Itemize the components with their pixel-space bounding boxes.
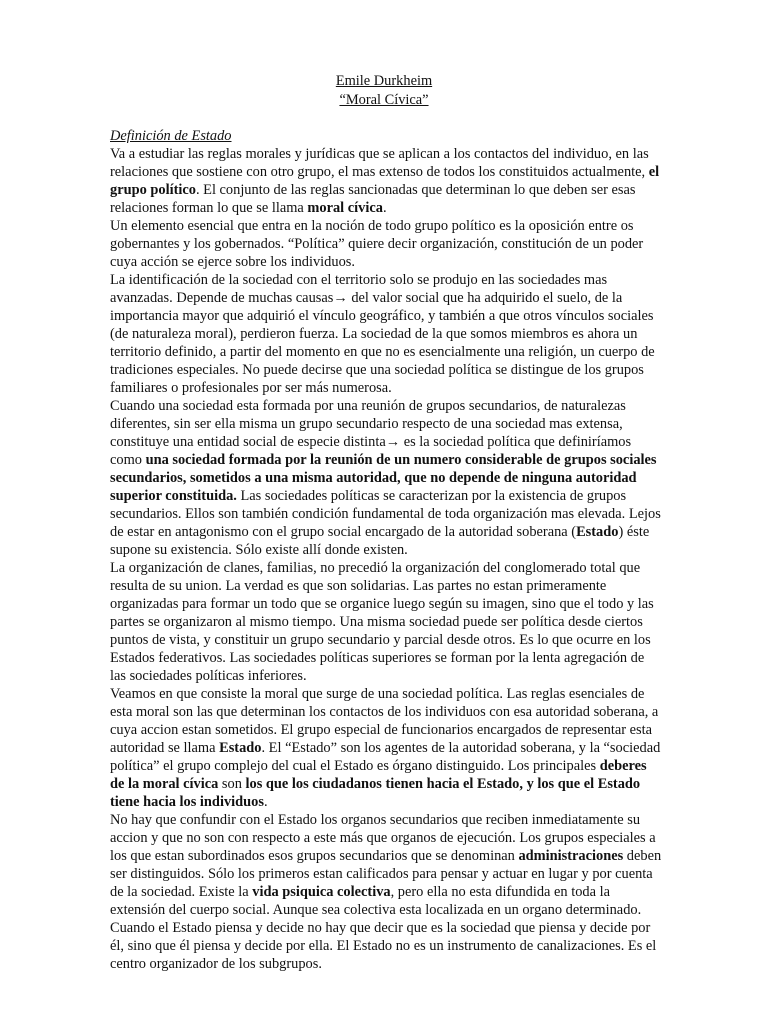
text-run: Va a estudiar las reglas morales y jurídicas que se aplican a los contactos del individuo, en las relaciones que sostiene con otro grupo, el mas extenso de todos los constituidos actualmente, [110,146,649,180]
text-run: La organización de clanes, familias, no precedió la organización del conglomerado total que resulta de su union. La verdad es que son solidarias. Las partes no estan primeramente organizadas para formar un todo que se organice luego según su imagen, sino que el todo y las partes se organizaron al mismo tiempo. Una misma sociedad puede ser política desde ciertos puntos de vista, y constituir un grupo secundario y parcial desde otros. Es lo que ocurre en los Estados federativos. Las sociedades políticas superiores se forman por la lenta agregación de las sociedades políticas inferiores. [110,560,654,684]
bold-phrase: el grupo político [110,164,660,198]
paragraph-7 [110,811,662,973]
paragraph-5 [110,559,662,685]
text-run: La identificación de la sociedad con el territorio solo se produjo en las sociedades mas avanzadas. Depende de muchas causas→ del valor social que ha adquirido el suelo, de la importancia mayor que adquirió el vínculo geográfico, y también a que otros vínculos sociales (de naturaleza moral), perdieron fuerza. La sociedad de la que somos miembros es ahora un territorio definido, a partir del momento en que no es esencialmente una religión, un cuerpo de tradiciones especiales. No puede decirse que una sociedad política se distingue de los grupos familiares o profesionales por ser más numerosa. [110,272,655,396]
text-run: . [382,200,387,216]
paragraph-6 [110,685,662,811]
text-run: ) éste supone su existencia. Sólo existe allí donde existen. [110,524,650,558]
paragraph-4 [110,397,662,559]
text-run: . El conjunto de las reglas sancionadas que determinan lo que deben ser esas relaciones forman lo que se llama [110,182,636,216]
bold-phrase: Estado [576,524,619,540]
text-run: No hay que confundir con el Estado los organos secundarios que reciben inmediatamente su accion y que no son con respecto a este más que organos de ejecución. Los grupos especiales a los que estan subordinados esos grupos secundarios que se denominan [110,812,656,864]
bold-phrase: Estado [219,740,262,756]
text-run: son [218,776,246,792]
section-heading: Definición de Estado [110,128,232,144]
text-run: Las sociedades políticas se caracterizan por la existencia de grupos secundarios. Ellos son también condición fundamental de toda organización mas elevada. Lejos de estar en antagonismo con el grupo social encargado de la autoridad soberana ( [110,488,661,540]
text-run: Veamos en que consiste la moral que surge de una sociedad política. Las reglas esenciales de esta moral son las que determinan los contactos de los individuos con esa autoridad soberana, a cuya accion estan sometidos. El grupo especial de funcionarios encargados de representar esta autoridad se llama [110,686,659,756]
bold-phrase: los que los ciudadanos tienen hacia el Estado, y los que el Estado tiene hacia los individuos [110,776,641,810]
text-run: . El “Estado” son los agentes de la autoridad soberana, y la “sociedad política” el grupo complejo del cual el Estado es órgano distinguido. Los principales [110,740,661,774]
text-run: deben ser distinguidos. Sólo los primeros estan calificados para pensar y actuar en lugar y por cuenta de la sociedad. Existe la [110,848,662,900]
document-title: “Moral Cívica” [339,92,429,108]
bold-phrase: administraciones [518,848,624,864]
text-run: , pero ella no esta difundida en toda la extensión del cuerpo social. Aunque sea colectiva esta localizada en un organo determinado. Cuando el Estado piensa y decide no hay que decir que es la sociedad que piensa y decide por él, sino que él piensa y decide por ella. El Estado no es un instrumento de canalizaciones. Es el centro organizador de los subgrupos. [110,884,657,972]
bold-phrase: moral cívica [307,200,383,216]
paragraph-1 [110,145,662,217]
text-run: Cuando una sociedad esta formada por una reunión de grupos secundarios, de naturalezas diferentes, sin ser ella misma un grupo secundario respecto de una sociedad mas extensa, constituye una entidad social de especie distinta→ es la sociedad política que definiríamos como [110,398,632,468]
text-run: . [263,794,268,810]
paragraph-2 [110,217,662,271]
bold-phrase: una sociedad formada por la reunión de un numero considerable de grupos sociales secundarios, sometidos a una misma autoridad, que no depende de ninguna autoridad superior constituida. [110,452,657,504]
document-body [110,127,662,973]
paragraph-3 [110,271,662,397]
author-name: Emile Durkheim [335,73,433,89]
bold-phrase: deberes de la moral cívica [110,758,647,792]
document-header [0,72,768,110]
text-run: Un elemento esencial que entra en la noción de todo grupo político es la oposición entre os gobernantes y los gobernados. “Política” quiere decir organización, constitución de un poder cuya acción se ejerce sobre los individuos. [110,218,644,270]
bold-phrase: vida psiquica colectiva [252,884,391,900]
